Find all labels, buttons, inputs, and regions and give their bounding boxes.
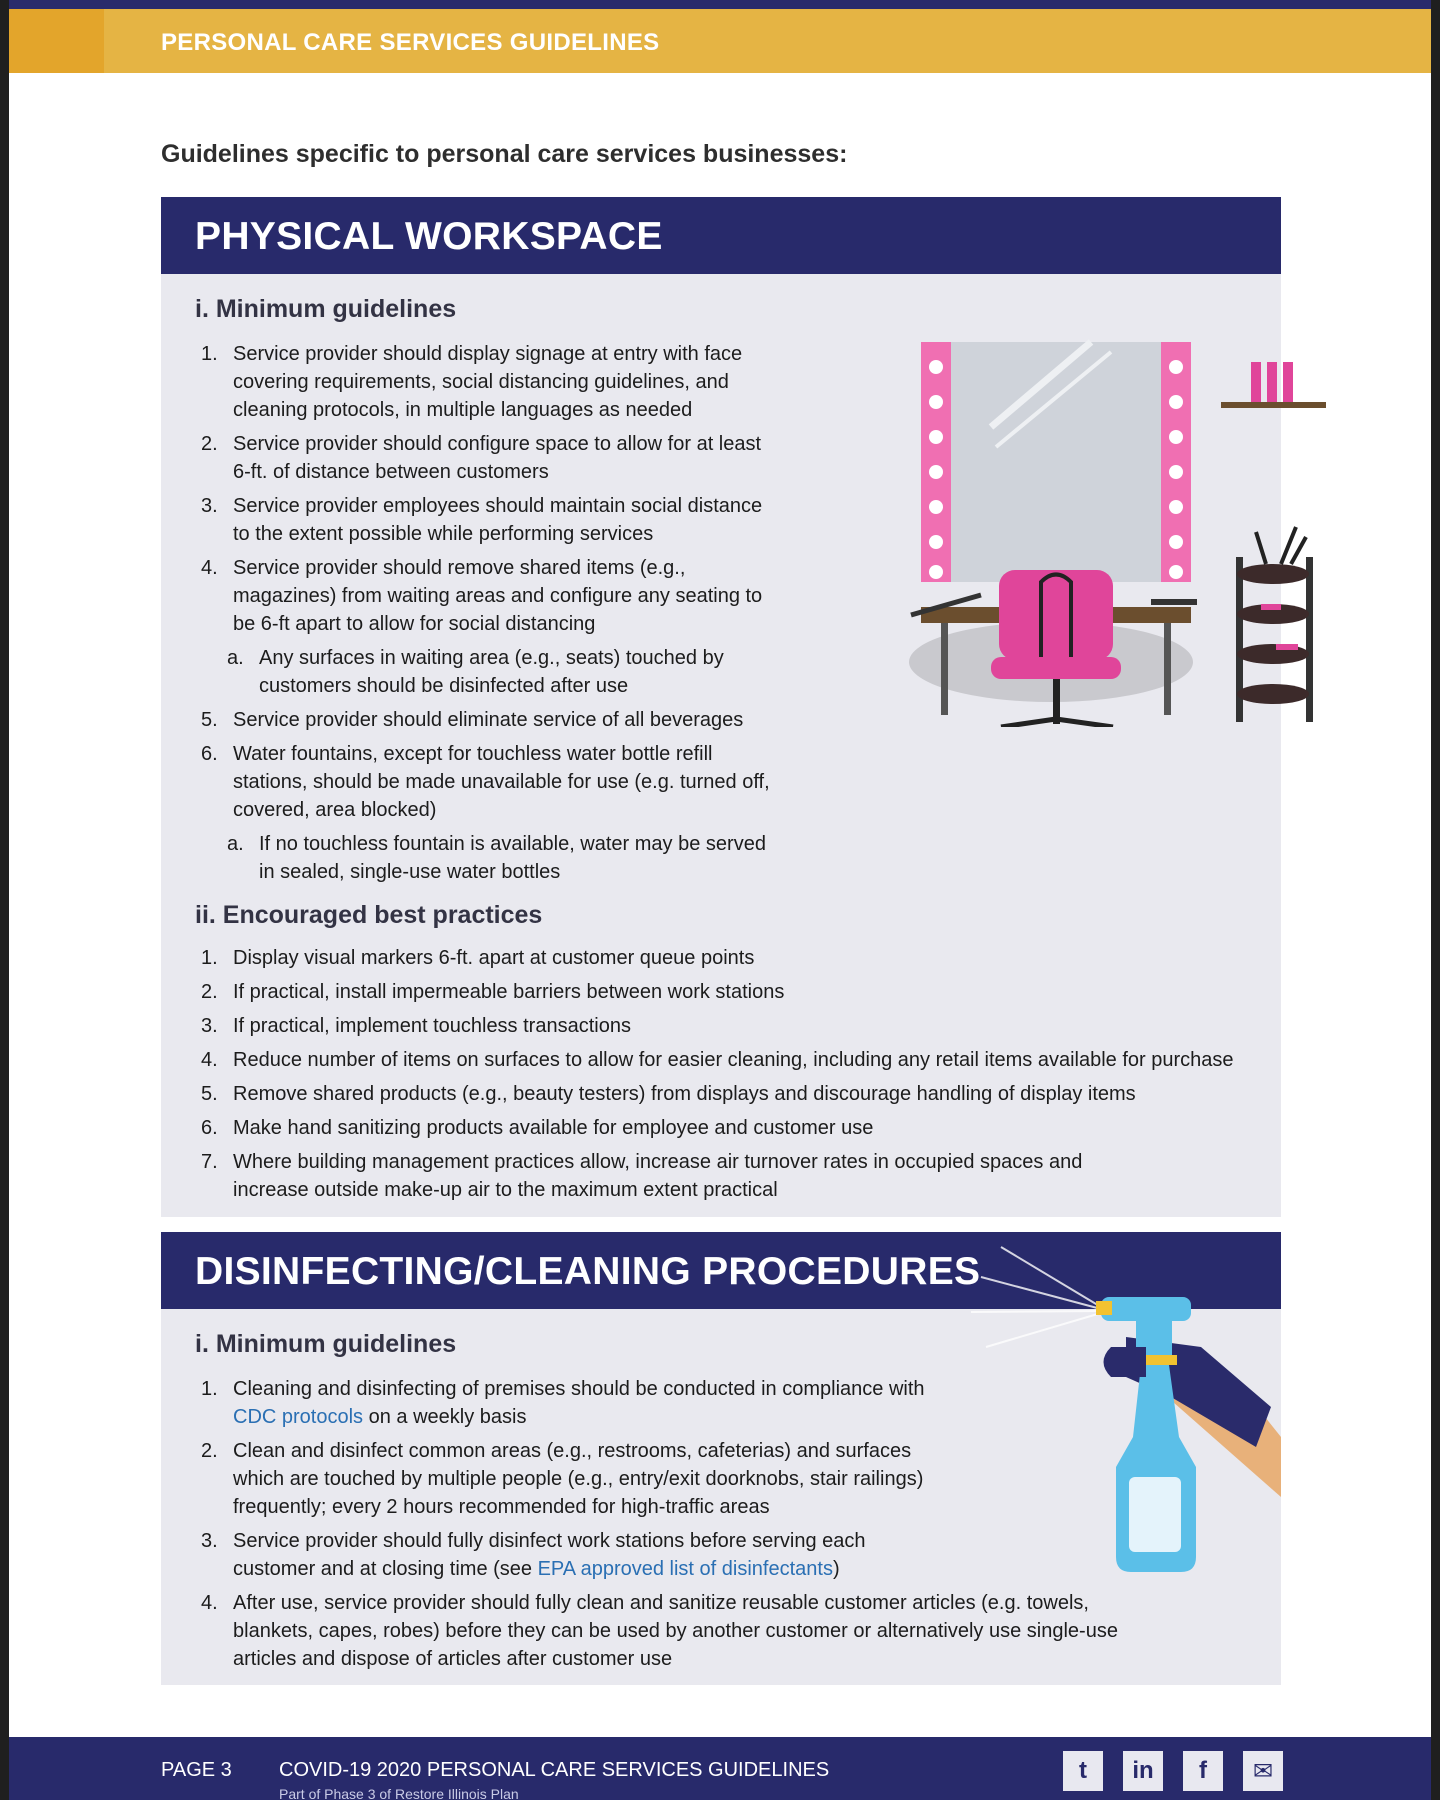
footer-subtitle: Part of Phase 3 of Restore Illinois Plan (279, 1786, 519, 1800)
list-item-number: 3. (201, 1015, 218, 1037)
header-title: PERSONAL CARE SERVICES GUIDELINES (161, 29, 660, 56)
list-item-number: 2. (201, 981, 218, 1003)
facebook-icon[interactable]: f (1183, 1751, 1223, 1791)
minimum-guidelines-title: i. Minimum guidelines (195, 1330, 457, 1358)
list-item-number: 4. (201, 1049, 218, 1071)
document-page (9, 0, 1431, 1800)
list-item (193, 1148, 1253, 1204)
section-heading: PHYSICAL WORKSPACE (195, 215, 663, 258)
footer-title: COVID-19 2020 PERSONAL CARE SERVICES GUIDELINES (279, 1759, 830, 1781)
list-item (193, 492, 793, 548)
list-item-text: customers should be disinfected after use (259, 675, 629, 697)
best-practices-title: ii. Encouraged best practices (195, 901, 543, 929)
cdc-protocols-link[interactable]: CDC protocols (233, 1406, 364, 1428)
list-item-text: Service provider should eliminate service of all beverages (233, 709, 744, 731)
minimum-guidelines-list (193, 340, 793, 892)
header-tab-accent (9, 9, 104, 73)
epa-disinfectants-link[interactable]: EPA approved list of disinfectants (537, 1558, 833, 1580)
list-item (193, 644, 793, 700)
list-item-number: 6. (201, 743, 218, 765)
list-item (193, 978, 1253, 1006)
list-item-text: If no touchless fountain is available, water may be served (259, 833, 766, 855)
list-item (193, 740, 793, 824)
list-item-number: 1. (201, 947, 218, 969)
list-item-number: a. (227, 833, 244, 855)
header-bar (9, 9, 1431, 73)
list-item (193, 830, 793, 886)
intro-heading: Guidelines specific to personal care services businesses: (161, 140, 848, 168)
spray-bottle-illustration (941, 1237, 1281, 1577)
disinfecting-panel (161, 1232, 1281, 1685)
list-item: 1. Cleaning and disinfecting of premises should be conducted in compliance with CDC protocols on a weekly basis (201, 1378, 925, 1428)
list-item-text: Reduce number of items on surfaces to allow for easier cleaning, including any retail items available for purchase (233, 1049, 1234, 1071)
salon-station-illustration (851, 327, 1271, 727)
linkedin-icon[interactable]: in (1123, 1751, 1163, 1791)
list-item: 4. After use, service provider should fully clean and sanitize reusable customer articles (e.g. towels, blankets, capes, robes) before they can be used by another customer or alternatively use single-use articles and dispose of articles after customer use (201, 1592, 1118, 1670)
best-practices-list (193, 944, 1253, 1210)
list-item-text: Make hand sanitizing products available for employee and customer use (233, 1117, 874, 1139)
list-item (193, 1012, 1253, 1040)
minimum-guidelines-title: i. Minimum guidelines (195, 295, 457, 323)
shelf-rack-illustration (1221, 342, 1341, 762)
list-item (193, 430, 793, 486)
list-item: 3. Service provider should fully disinfect work stations before serving each customer and at closing time (see EPA approved list of disinfectants) (201, 1530, 866, 1580)
list-item-text: covered, area blocked) (233, 799, 437, 821)
list-item (193, 944, 1253, 972)
list-item: 2. Clean and disinfect common areas (e.g., restrooms, cafeterias) and surfaces which are touched by multiple people (e.g., entry/exit doorknobs, stair railings) frequently; every 2 hours recommended for high-traffic areas (201, 1440, 924, 1518)
list-item-text: to the extent possible while performing services (233, 523, 654, 545)
list-item-text: Water fountains, except for touchless water bottle refill (233, 743, 713, 765)
list-item (193, 1046, 1253, 1074)
physical-workspace-panel (161, 197, 1281, 1217)
list-item-text: Any surfaces in waiting area (e.g., seats) touched by (259, 647, 724, 669)
list-item-text: in sealed, single-use water bottles (259, 861, 561, 883)
section-heading: DISINFECTING/CLEANING PROCEDURES (195, 1250, 981, 1293)
list-item-number: 5. (201, 1083, 218, 1105)
list-item-text: Remove shared products (e.g., beauty testers) from displays and discourage handling of display items (233, 1083, 1136, 1105)
list-item-text: 6-ft. of distance between customers (233, 461, 549, 483)
list-item-text: increase outside make-up air to the maximum extent practical (233, 1179, 778, 1201)
list-item (193, 554, 793, 638)
list-item-number: 6. (201, 1117, 218, 1139)
page-number: PAGE 3 (161, 1759, 232, 1781)
list-item-text: cleaning protocols, in multiple languages as needed (233, 399, 693, 421)
list-item (193, 340, 793, 424)
section-band (161, 197, 1281, 274)
list-item (193, 1080, 1253, 1108)
list-item-text: Display visual markers 6-ft. apart at customer queue points (233, 947, 755, 969)
list-item-text: Where building management practices allow, increase air turnover rates in occupied spaces and (233, 1151, 1083, 1173)
list-item (193, 1114, 1253, 1142)
list-item-text: Service provider should configure space to allow for at least (233, 433, 762, 455)
list-item (193, 706, 793, 734)
email-icon[interactable]: ✉ (1243, 1751, 1283, 1791)
list-item-text: covering requirements, social distancing guidelines, and (233, 371, 729, 393)
top-border (9, 0, 1431, 9)
list-item-number: 2. (201, 433, 218, 455)
list-item-text: If practical, implement touchless transactions (233, 1015, 631, 1037)
list-item-number: a. (227, 647, 244, 669)
list-item-text: be 6-ft apart to allow for social distancing (233, 613, 596, 635)
list-item-number: 1. (201, 343, 218, 365)
twitter-icon[interactable]: t (1063, 1751, 1103, 1791)
list-item-number: 4. (201, 557, 218, 579)
list-item-text: magazines) from waiting areas and configure any seating to (233, 585, 763, 607)
footer-bar (9, 1737, 1431, 1800)
list-item-number: 5. (201, 709, 218, 731)
list-item-text: stations, should be made unavailable for use (e.g. turned off, (233, 771, 770, 793)
list-item-number: 7. (201, 1151, 218, 1173)
list-item-text: Service provider employees should maintain social distance (233, 495, 763, 517)
list-item-text: Service provider should display signage at entry with face (233, 343, 743, 365)
list-item-text: If practical, install impermeable barriers between work stations (233, 981, 785, 1003)
list-item-number: 3. (201, 495, 218, 517)
list-item-text: Service provider should remove shared items (e.g., (233, 557, 686, 579)
